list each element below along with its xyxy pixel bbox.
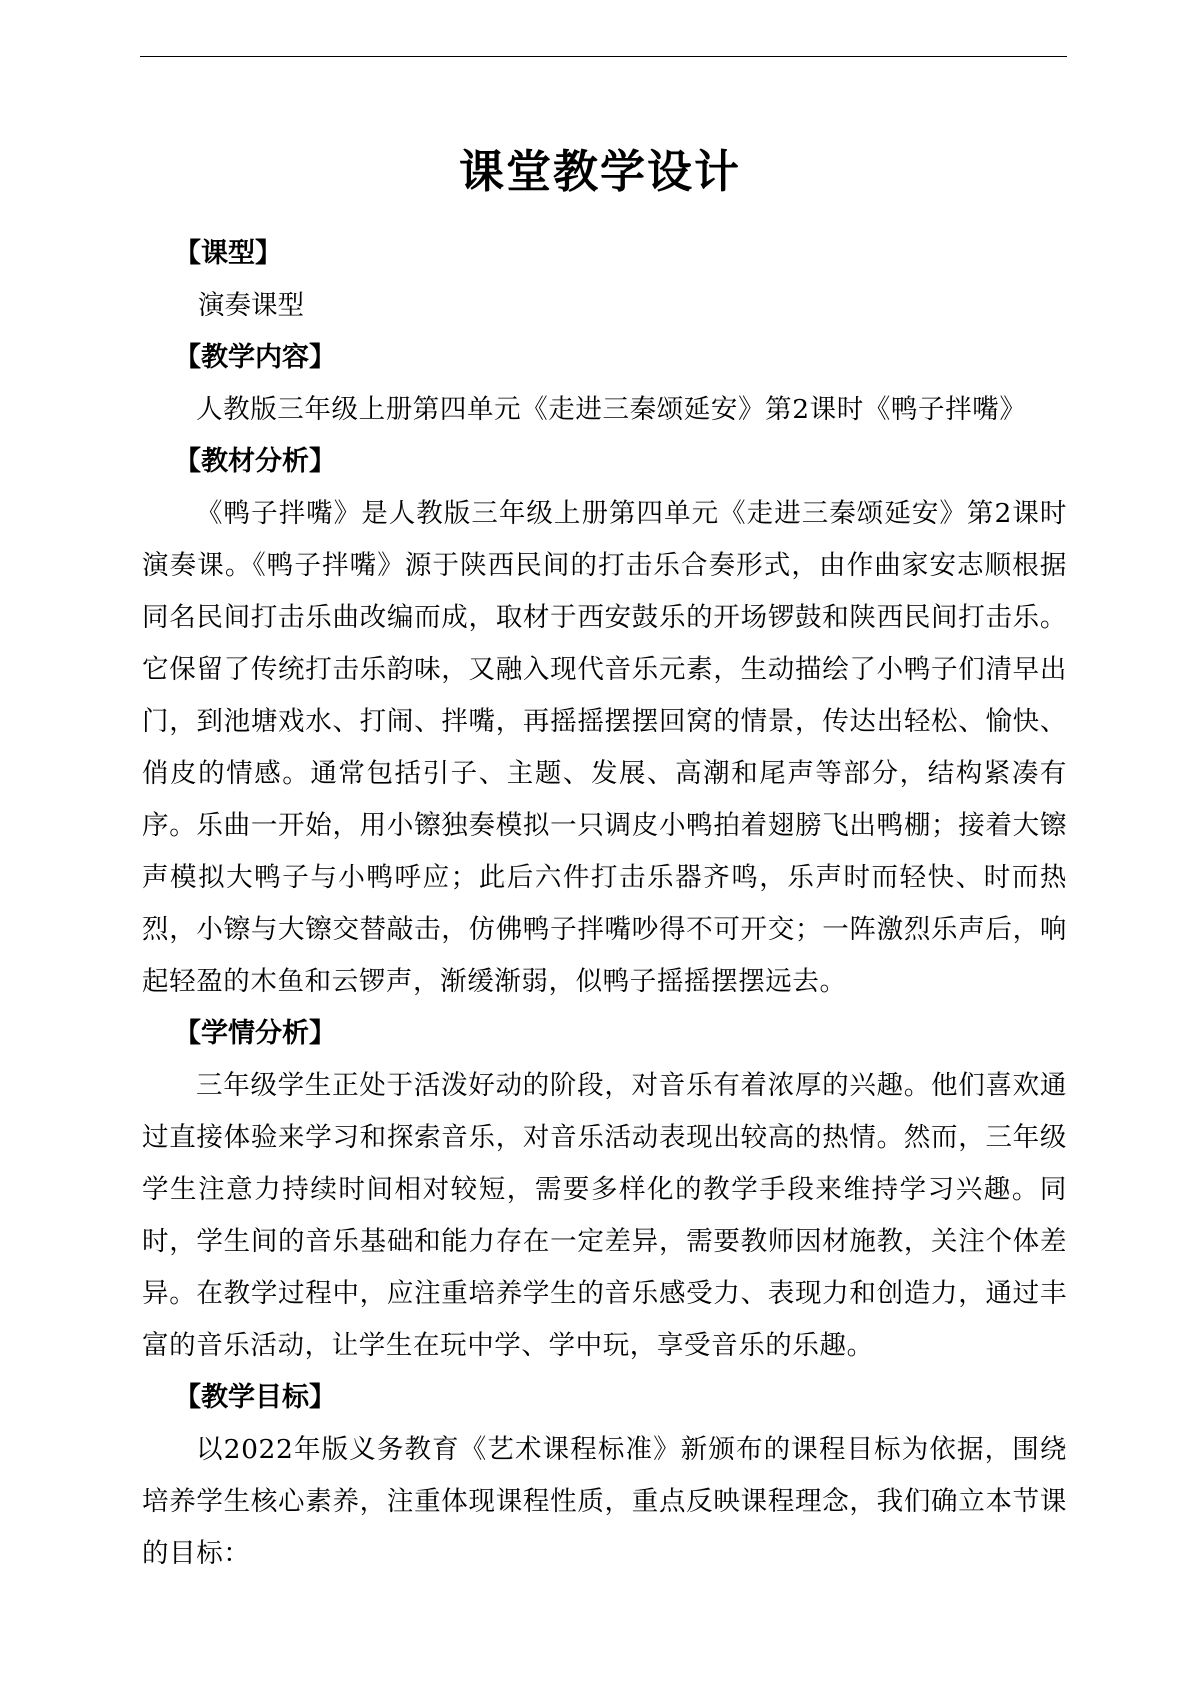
material-analysis-text: 《鸭子拌嘴》是人教版三年级上册第四单元《走进三秦颂延安》第2课时演奏课。《鸭子拌嘴》源于陕西民间的打击乐合奏形式，由作曲家安志顺根据同名民间打击乐曲改编而成，取材于西安鼓乐的开场锣鼓和陕西民间打击乐。它保留了传统打击乐韵味，又融入现代音乐元素，生动描绘了小鸭子们清早出门，到池塘戏水、打闹、拌嘴，再摇摇摆摆回窝的情景，传达出轻松、愉快、俏皮的情感。通常包括引子、主题、发展、高潮和尾声等部分，结构紧凑有序。乐曲一开始，用小镲独奏模拟一只调皮小鸭拍着翅膀飞出鸭棚；接着大镲声模拟大鸭子与小鸭呼应；此后六件打击乐器齐鸣，乐声时而轻快、时而热烈，小镲与大镲交替敲击，仿佛鸭子拌嘴吵得不可开交；一阵激烈乐声后，响起轻盈的木鱼和云锣声，渐缓渐弱，似鸭子摇摇摆摆远去。 (142, 498, 1067, 997)
header-rule (140, 56, 1067, 57)
teaching-objectives-text: 以2022年版义务教育《艺术课程标准》新颁布的课程目标为依据，围绕培养学生核心素养，注重体现课程性质，重点反映课程理念，我们确立本节课的目标： (142, 1434, 1067, 1569)
learner-analysis-text: 三年级学生正处于活泼好动的阶段，对音乐有着浓厚的兴趣。他们喜欢通过直接体验来学习和探索音乐，对音乐活动表现出较高的热情。然而，三年级学生注意力持续时间相对较短，需要多样化的教学手段来维持学习兴趣。同时，学生间的音乐基础和能力存在一定差异，需要教师因材施教，关注个体差异。在教学过程中，应注重培养学生的音乐感受力、表现力和创造力，通过丰富的音乐活动，让学生在玩中学、学中玩，享受音乐的乐趣。 (142, 1070, 1067, 1361)
learner-analysis-heading: 【学情分析】 (174, 1018, 336, 1049)
teaching-content-text: 人教版三年级上册第四单元《走进三秦颂延安》第2课时《鸭子拌嘴》 (196, 394, 1027, 425)
teaching-objectives-heading: 【教学目标】 (174, 1382, 336, 1413)
course-type-text: 演奏课型 (198, 290, 304, 321)
document-body (142, 228, 1067, 1580)
teaching-content-heading: 【教学内容】 (174, 342, 336, 373)
material-analysis-heading: 【教材分析】 (174, 446, 336, 477)
course-type-heading: 【课型】 (174, 238, 282, 269)
page-title: 课堂教学设计 (458, 145, 741, 199)
